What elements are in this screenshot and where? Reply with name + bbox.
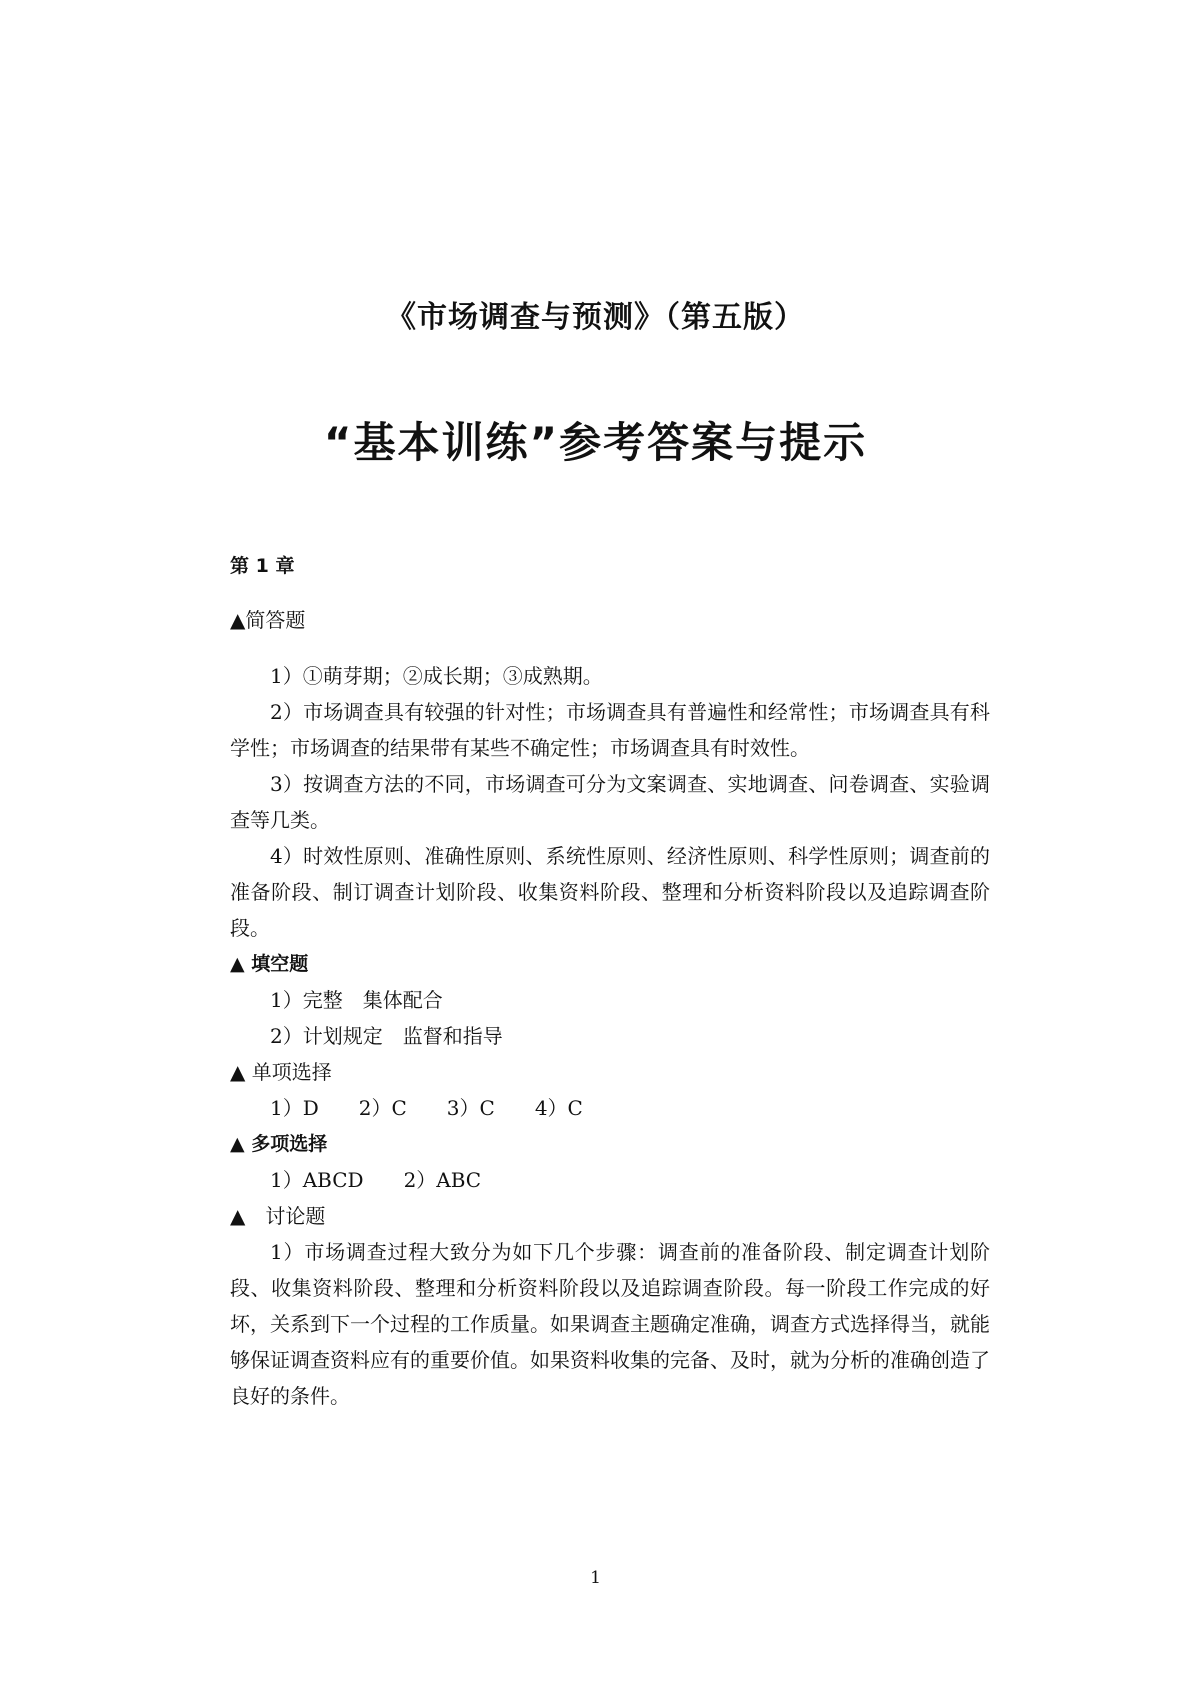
page-number: 1 (590, 1568, 601, 1588)
answer-paragraph: 1）市场调查过程大致分为如下几个步骤：调查前的准备阶段、制定调查计划阶段、收集资料阶段、整理和分析资料阶段以及追踪调查阶段。每一阶段工作完成的好坏，关系到下一个过程的工作质量。如果调查主题确定准确，调查方式选择得当，就能够保证调查资料应有的重要价值。如果资料收集的完备、及时，就为分析的准确创造了良好的条件。 (230, 1240, 990, 1408)
section-heading-fill-blank: ▲ 填空题 (230, 953, 309, 975)
answer-line: 1）完整 集体配合 (270, 988, 443, 1012)
answer-paragraph: 3）按调查方法的不同，市场调查可分为文案调查、实地调查、问卷调查、实验调查等几类。 (230, 772, 990, 832)
answer-line: 2）计划规定 监督和指导 (270, 1024, 503, 1048)
chapter-heading: 第 1 章 (230, 555, 295, 577)
answer-paragraph: 2）市场调查具有较强的针对性；市场调查具有普遍性和经常性；市场调查具有科学性；市场调查的结果带有某些不确定性；市场调查具有时效性。 (230, 700, 990, 760)
answer-line: 1）D 2）C 3）C 4）C (270, 1096, 583, 1120)
document-body (230, 548, 990, 1414)
document-subtitle: “基本训练”参考答案与提示 (323, 418, 868, 467)
section-heading-multi-choice: ▲ 多项选择 (230, 1133, 328, 1155)
answer-paragraph: 1）①萌芽期；②成长期；③成熟期。 (270, 664, 603, 688)
answer-line: 1）ABCD 2）ABC (270, 1168, 482, 1192)
section-heading-short-answer: ▲简答题 (230, 608, 306, 632)
section-heading-discussion: ▲ 讨论题 (230, 1204, 326, 1228)
answer-paragraph: 4）时效性原则、准确性原则、系统性原则、经济性原则、科学性原则；调查前的准备阶段、制订调查计划阶段、收集资料阶段、整理和分析资料阶段以及追踪调查阶段。 (230, 844, 990, 940)
book-title: 《市场调查与预测》（第五版） (386, 300, 805, 335)
section-heading-single-choice: ▲ 单项选择 (230, 1060, 332, 1084)
